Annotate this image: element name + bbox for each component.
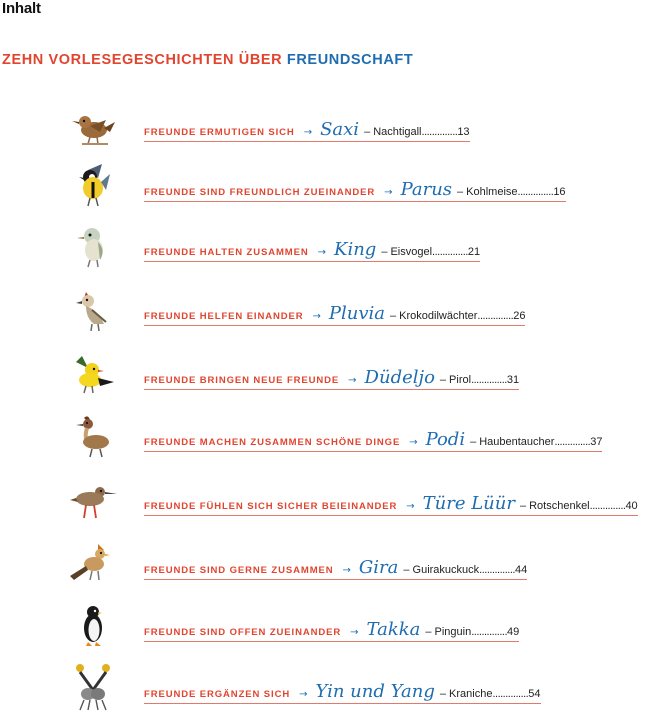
entry-dash: – xyxy=(381,246,388,258)
entry-dot-leader: .............. xyxy=(471,626,508,638)
entry-theme: FREUNDE SIND FREUNDLICH ZUEINANDER xyxy=(144,187,376,198)
entry-dash: – xyxy=(519,500,527,512)
entry-species: Pirol xyxy=(449,374,472,386)
entry-dot-leader: .............. xyxy=(517,186,554,198)
entry-dot-leader: .............. xyxy=(554,436,591,448)
entry-page-number: 16 xyxy=(553,186,566,198)
subtitle-part-blue: FREUNDSCHAFT xyxy=(286,52,414,68)
entry-page-number: 37 xyxy=(590,436,603,448)
subtitle-part-red: ZEHN VORLESEGESCHICHTEN ÜBER xyxy=(2,52,283,68)
entry-species: Rotschenkel xyxy=(529,500,590,512)
entry-character-name: Podi xyxy=(425,429,466,450)
toc-entry-line xyxy=(144,367,519,390)
toc-entry[interactable] xyxy=(66,472,666,532)
entry-dash: – xyxy=(364,126,371,138)
entry-character-name: Yin und Yang xyxy=(315,681,435,702)
entry-dash: – xyxy=(425,626,432,638)
toc-entry[interactable] xyxy=(66,346,666,406)
entry-theme: FREUNDE HELFEN EINANDER xyxy=(144,311,304,322)
entry-dash: – xyxy=(403,564,410,576)
entry-species: Haubentaucher xyxy=(479,436,555,448)
grebe-icon xyxy=(66,408,120,462)
kingfisher-icon xyxy=(66,218,120,272)
toc-entry[interactable] xyxy=(66,98,666,158)
toc-entry[interactable] xyxy=(66,660,666,720)
entry-species: Guirakuckuck xyxy=(412,564,480,576)
entry-dash: – xyxy=(439,688,447,700)
toc-entry-line xyxy=(144,303,525,326)
toc-subtitle xyxy=(2,52,413,68)
arrow-right-icon: → xyxy=(303,127,313,138)
great-tit-icon xyxy=(66,158,120,212)
toc-entry-line xyxy=(144,493,638,516)
entry-theme: FREUNDE ERMUTIGEN SICH xyxy=(144,127,295,138)
cranes-icon xyxy=(66,660,120,714)
arrow-right-icon: → xyxy=(348,375,357,386)
entry-dot-leader: .............. xyxy=(432,246,468,258)
entry-dash: – xyxy=(457,186,464,198)
entry-dash: – xyxy=(470,436,477,448)
toc-entry-line xyxy=(144,619,519,642)
toc-entry[interactable] xyxy=(66,218,666,278)
entry-page-number: 44 xyxy=(514,564,528,576)
penguin-icon xyxy=(66,598,120,652)
entry-theme: FREUNDE HALTEN ZUSAMMEN xyxy=(144,247,309,258)
entry-species: Kohlmeise xyxy=(466,186,518,198)
entry-theme: FREUNDE SIND OFFEN ZUEINANDER xyxy=(144,627,342,638)
guira-cuckoo-icon xyxy=(66,536,120,590)
arrow-right-icon: → xyxy=(317,247,326,258)
entry-theme: FREUNDE MACHEN ZUSAMMEN SCHÖNE DINGE xyxy=(144,437,401,448)
toc-entry[interactable] xyxy=(66,408,666,468)
entry-dash: – xyxy=(439,374,447,386)
oriole-icon xyxy=(66,346,120,400)
entry-species: Kraniche xyxy=(449,688,493,700)
entry-theme: FREUNDE SIND GERNE ZUSAMMEN xyxy=(144,565,334,576)
nightingale-icon xyxy=(66,98,120,152)
crocodile-bird-icon xyxy=(66,282,120,336)
arrow-right-icon: → xyxy=(384,187,393,198)
entry-character-name: King xyxy=(334,239,377,260)
entry-character-name: Takka xyxy=(366,619,421,640)
toc-entry[interactable] xyxy=(66,158,666,218)
entry-dot-leader: .............. xyxy=(479,564,515,576)
entry-species: Eisvogel xyxy=(390,246,433,258)
toc-entry-line xyxy=(144,179,566,202)
entry-page-number: 40 xyxy=(625,500,638,512)
entry-theme: FREUNDE FÜHLEN SICH SICHER BEIEINANDER xyxy=(144,501,398,512)
arrow-right-icon: → xyxy=(406,501,415,512)
arrow-right-icon: → xyxy=(342,565,351,576)
entry-dot-leader: .............. xyxy=(421,126,458,138)
entry-species: Nachtigall xyxy=(373,126,422,138)
entry-theme: FREUNDE ERGÄNZEN SICH xyxy=(144,689,291,700)
toc-entry-line xyxy=(144,557,527,580)
entry-page-number: 26 xyxy=(513,310,526,322)
entry-dot-leader: .............. xyxy=(492,688,529,700)
toc-entry[interactable] xyxy=(66,282,666,342)
entry-species: Krokodilwächter xyxy=(399,310,478,322)
entry-page-number: 13 xyxy=(457,126,470,138)
arrow-right-icon: → xyxy=(299,689,308,700)
entry-character-name: Düdeljo xyxy=(364,367,435,388)
entry-dot-leader: .............. xyxy=(589,500,626,512)
entry-dash: – xyxy=(390,310,397,322)
entry-page-number: 21 xyxy=(467,246,481,258)
toc-entry-line xyxy=(144,239,480,262)
arrow-right-icon: → xyxy=(312,311,321,322)
entry-page-number: 49 xyxy=(507,626,520,638)
entry-character-name: Parus xyxy=(400,179,453,200)
toc-entry-line xyxy=(144,429,602,452)
toc-entry-line xyxy=(144,681,541,704)
entry-species: Pinguin xyxy=(434,626,472,638)
toc-entry-line xyxy=(144,119,470,142)
arrow-right-icon: → xyxy=(409,437,418,448)
toc-entry[interactable] xyxy=(66,598,666,658)
entry-character-name: Saxi xyxy=(320,119,360,140)
entry-character-name: Türe Lüür xyxy=(422,493,515,514)
arrow-right-icon: → xyxy=(350,627,359,638)
page-heading: Inhalt xyxy=(2,0,41,17)
entry-dot-leader: .............. xyxy=(477,310,514,322)
entry-page-number: 54 xyxy=(528,688,541,700)
entry-dot-leader: .............. xyxy=(471,374,507,386)
entry-character-name: Gira xyxy=(358,557,399,578)
redshank-icon xyxy=(66,472,120,526)
entry-character-name: Pluvia xyxy=(328,303,386,324)
entry-theme: FREUNDE BRINGEN NEUE FREUNDE xyxy=(144,375,340,386)
entry-page-number: 31 xyxy=(506,374,520,386)
toc-entry[interactable] xyxy=(66,536,666,596)
